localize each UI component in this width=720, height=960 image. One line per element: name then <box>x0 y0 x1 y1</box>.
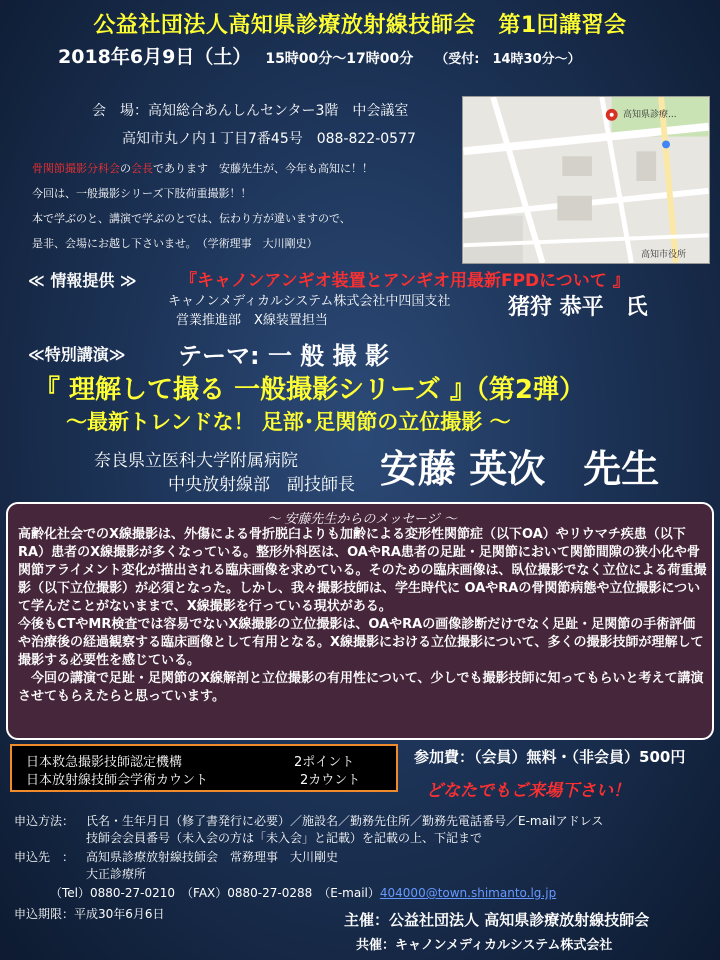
application-to-label: 申込先 ： <box>14 850 75 864</box>
map-graphic <box>463 97 709 263</box>
points-line-2-value: 2カウント <box>300 773 361 788</box>
application-method-line-1: 氏名・生年月日（修了書発行に必要）／施設名／勤務先住所／勤務先電話番号／E-mailアドレス <box>86 814 604 828</box>
lecture-subtitle: ～最新トレンドな！ 足部･足関節の立位撮影 ～ <box>66 410 511 434</box>
points-line-1-value: 2ポイント <box>294 755 355 770</box>
intro-line-4: 是非、会場にお越し下さいませ。 （学術理事 大川剛史） <box>32 237 318 250</box>
points-line-1-label: 日本救急撮影技師認定機構 <box>26 755 183 770</box>
message-paragraph-3: 今回の講演で足趾・足関節のX線解剖と立位撮影の有用性について、少しでも撮影技師に知ってもらいと考えて講演させてもらえたらと思っています。 <box>18 671 704 704</box>
venue-address: 高知市丸ノ内１丁目7番45号 088-822-0577 <box>122 131 416 147</box>
application-to-line-1: 高知県診療放射線技師会 常務理事 大川剛史 <box>86 850 339 864</box>
application-deadline: 申込期限：平成30年6月6日 <box>14 907 165 921</box>
info-provision-topic: 『キャノンアンギオ装置とアンギオ用最新FPDについて 』 <box>180 271 630 291</box>
venue-name: 会 場：高知総合あんしんセンター3階 中会議室 <box>92 103 409 119</box>
application-to-line-2: 大正診療所 <box>86 867 147 881</box>
application-method-line-2: 技師会会員番号（未入会の方は「未入会」と記載）を記載の上、下記まで <box>86 831 483 845</box>
intro-highlight-chair: 会長 <box>131 162 153 175</box>
event-title: 公益社団法人高知県診療放射線技師会 第1回講習会 <box>93 13 627 38</box>
event-date: 2018年6月9日（土） <box>58 46 252 68</box>
info-provision-speaker: 猪狩 恭平 氏 <box>508 295 648 320</box>
welcome-message: どなたでもご来場下さい！ <box>426 781 630 801</box>
application-method-label: 申込方法： <box>14 814 75 828</box>
message-box <box>6 502 714 740</box>
lecture-hospital: 奈良県立医科大学附属病院 <box>94 451 298 471</box>
map-label-main: 高知県診療... <box>623 110 677 120</box>
points-line-2-label: 日本放射線技師会学術カウント <box>26 773 209 788</box>
lecture-speaker: 安藤 英次 先生 <box>380 447 660 491</box>
info-provision-dept: 営業推進部 X線装置担当 <box>176 313 328 328</box>
date-bar <box>58 42 581 69</box>
reception-time: （受付: 14時30分～） <box>435 52 581 67</box>
info-provision-label: ≪ 情報提供 ≫ <box>28 271 137 290</box>
organizer-cohost: 共催：キャノンメディカルシステム株式会社 <box>356 938 613 953</box>
map-label-sub: 高知市役所 <box>641 250 687 260</box>
message-heading: ～ 安藤先生からのメッセージ ～ <box>267 512 457 527</box>
intro-line-1-rest: であります 安藤先生が、今年も高知に！！ <box>153 162 373 175</box>
intro-highlight-subcommittee: 骨関節撮影分科会 <box>32 162 120 175</box>
participation-fee: 参加費：（会員）無料・（非会員）500円 <box>414 748 686 766</box>
message-paragraph-1: 高齢化社会でのX線撮影は、外傷による骨折脱臼よりも加齢による変形性関節症（以下OA）やリウマチ疾患（以下RA）患者のX線撮影が多くなっている。整形外科医は、OAやRA患者の足趾・足関節において関節間隙の狭小化や骨関節アライメント変化が描出される臨床画像を求めている。そのための臨床画像は、臥位撮影でなく立位による荷重撮影（以下立位撮影）が必須となった。しかし、我々撮影技師は、学生時代に OAやRAの骨関節病態や立位撮影について学んだことがないままで、X線撮影を行っている現状がある。 <box>18 527 707 614</box>
event-time: 15時00分～17時00分 <box>265 51 414 67</box>
message-paragraph-2: 今後もCTやMR検査では容易でないX線撮影の立位撮影は、OAやRAの画像診断だけでなく足趾・足関節の手術評価や治療後の経過観察する臨床画像として有用となる。X線撮影における立位撮影について、多くの撮影技師が理解して撮影する必要性を感じている。 <box>18 617 704 668</box>
message-body <box>18 526 708 706</box>
lecture-theme: テーマ: 一 般 撮 影 <box>178 342 390 370</box>
intro-line-1 <box>32 160 373 176</box>
venue-map <box>462 96 710 264</box>
application-email-link[interactable]: 404000@town.shimanto.lg.jp <box>379 886 557 900</box>
intro-particle: の <box>120 162 131 175</box>
intro-line-3: 本で学ぶのと、講演で学ぶのとでは、伝わり方が違いますので、 <box>32 212 351 225</box>
lecture-department: 中央放射線部 副技師長 <box>168 475 355 495</box>
lecture-label: ≪特別講演≫ <box>28 345 126 364</box>
intro-line-2: 今回は、一般撮影シリーズ下肢荷重撮影！！ <box>32 187 252 200</box>
credit-points-box <box>10 744 398 792</box>
info-provision-company: キャノンメディカルシステム株式会社中四国支社 <box>168 294 451 309</box>
lecture-title: 『 理解して撮る 一般撮影シリーズ 』（第2弾） <box>34 375 585 405</box>
organizer-host: 主催：公益社団法人 高知県診療放射線技師会 <box>344 911 650 929</box>
application-tel-fax: （Tel）0880-27-0210 （FAX）0880-27-0288 （E-mail） <box>50 886 380 900</box>
application-contact <box>50 884 556 901</box>
